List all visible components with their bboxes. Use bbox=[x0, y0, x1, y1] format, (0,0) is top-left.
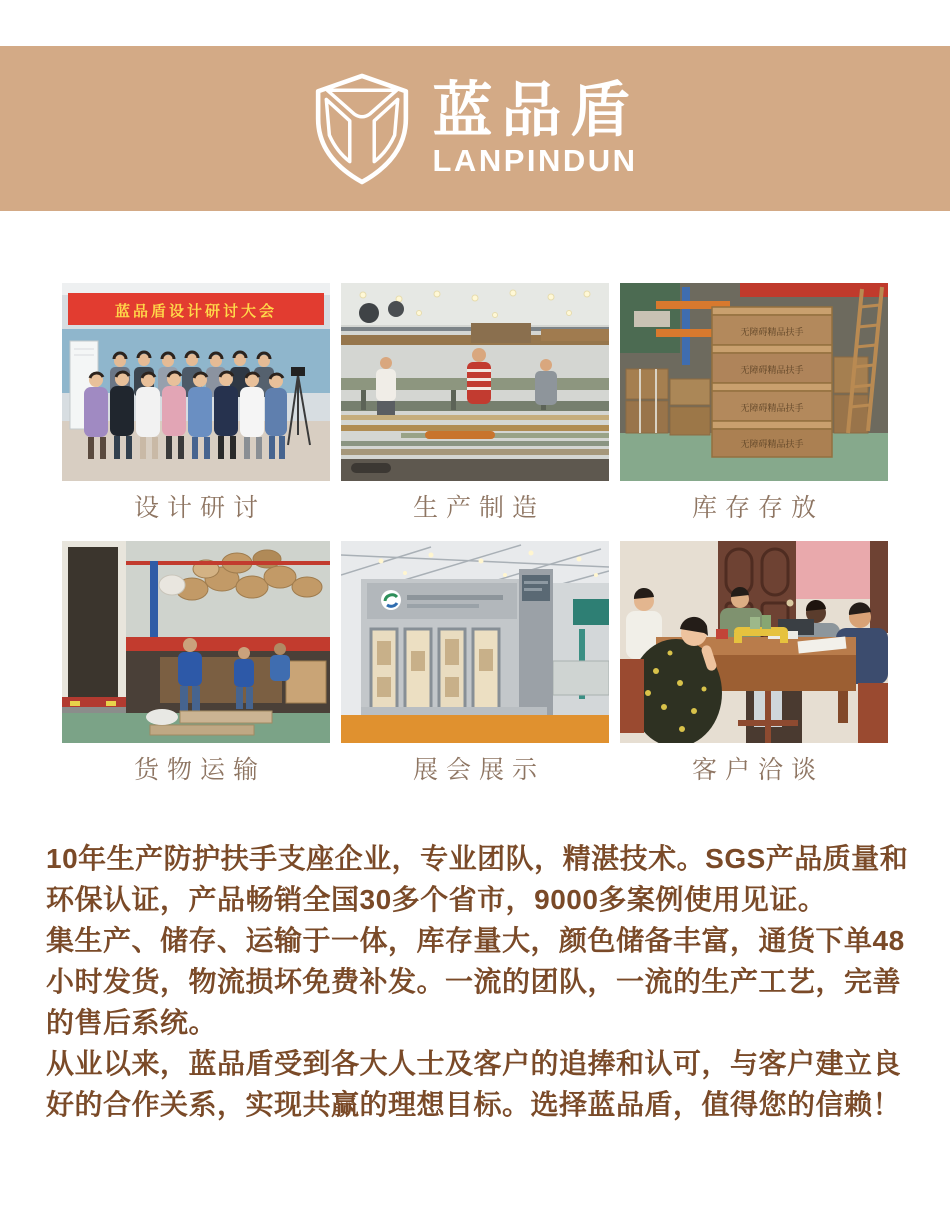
brand-name-latin: LANPINDUN bbox=[432, 142, 638, 178]
intro-line: 10年生产防护扶手支座企业，专业团队，精湛技术。SGS产品质量和 bbox=[46, 843, 909, 874]
transport-photo bbox=[62, 541, 330, 743]
box-label-text: 无障碍精品扶手 bbox=[740, 439, 804, 449]
caption-transport: 货物运输 bbox=[133, 757, 266, 784]
intro-line: 好的合作关系，实现共赢的理想目标。选择蓝品盾，值得您的信赖！ bbox=[46, 1089, 902, 1120]
gallery-item-negotiation bbox=[620, 541, 888, 788]
caption-design-seminar: 设计研讨 bbox=[133, 495, 266, 522]
negotiation-photo bbox=[620, 541, 888, 743]
gallery-item-inventory bbox=[620, 283, 888, 526]
caption-inventory: 库存存放 bbox=[691, 495, 824, 522]
seminar-banner-text: 蓝品盾设计研讨大会 bbox=[114, 303, 278, 320]
caption-production: 生产制造 bbox=[412, 495, 545, 522]
design-seminar-photo bbox=[62, 283, 330, 481]
box-label-text: 无障碍精品扶手 bbox=[740, 327, 804, 337]
production-photo bbox=[341, 283, 609, 481]
photo-gallery bbox=[62, 283, 888, 788]
intro-line: 从业以来，蓝品盾受到各大人士及客户的追捧和认可，与客户建立良 bbox=[46, 1048, 902, 1079]
intro-line: 的售后系统。 bbox=[46, 1007, 218, 1038]
caption-negotiation: 客户洽谈 bbox=[691, 757, 824, 784]
intro-line: 小时发货，物流损坏免费补发。一流的团队，一流的生产工艺，完善 bbox=[46, 966, 902, 997]
intro-line: 集生产、储存、运输于一体，库存量大，颜色储备丰富，通货下单48 bbox=[46, 925, 905, 956]
gallery-item-production bbox=[341, 283, 609, 526]
box-label-text: 无障碍精品扶手 bbox=[740, 365, 804, 375]
box-label-text: 无障碍精品扶手 bbox=[740, 403, 804, 413]
brand-name-chinese: 蓝品盾 bbox=[432, 76, 640, 144]
shield-logo-icon bbox=[311, 71, 413, 187]
caption-exhibition: 展会展示 bbox=[412, 757, 545, 784]
gallery-item-design-seminar bbox=[62, 283, 330, 526]
brand-text bbox=[432, 76, 640, 178]
gallery-item-transport bbox=[62, 541, 330, 788]
company-intro-text bbox=[46, 838, 910, 1125]
exhibition-photo bbox=[341, 541, 609, 743]
intro-line: 环保认证，产品畅销全国30多个省市，9000多案例使用见证。 bbox=[46, 884, 827, 915]
gallery-item-exhibition bbox=[341, 541, 609, 788]
brand-header-band bbox=[0, 46, 950, 211]
inventory-photo bbox=[620, 283, 888, 481]
